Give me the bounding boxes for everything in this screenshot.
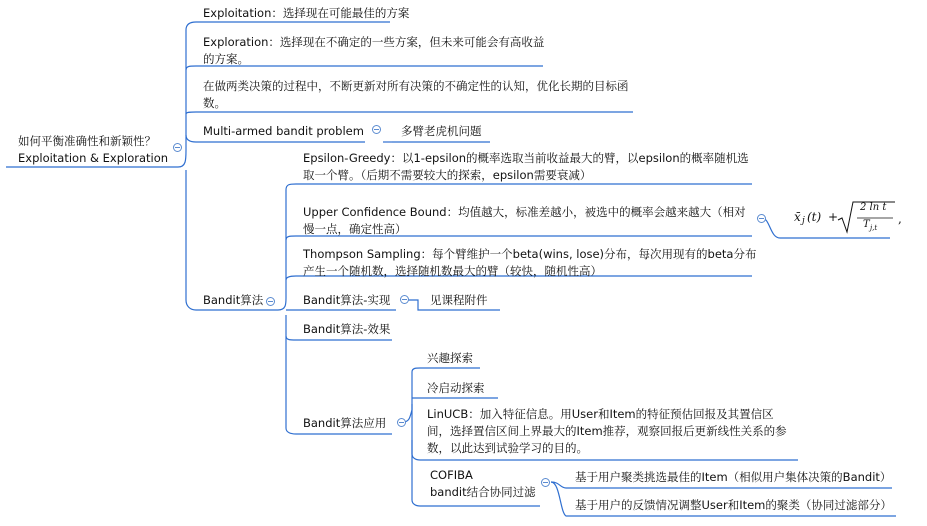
root-title: 如何平衡准确性和新颖性？ — [18, 134, 156, 148]
formula-t: (t) — [807, 210, 822, 224]
collapse-mab-icon[interactable] — [372, 125, 381, 134]
formula-plus: + — [828, 210, 839, 224]
linucb-line-1: LinUCB：加入特征信息。用User和Item的特征预估回报及其置信区 — [427, 407, 774, 421]
mab-node[interactable]: Multi-armed bandit problem — [203, 124, 364, 138]
formula-denominator: T — [863, 219, 870, 230]
cofiba-child-2-node[interactable]: 基于用户的反馈情况调整User和Item的聚类（协同过滤部分） — [575, 498, 892, 512]
impl-node[interactable]: Bandit算法-实现 — [303, 293, 391, 307]
process-node[interactable] — [203, 78, 629, 112]
cofiba-child-1-node[interactable]: 基于用户聚类挑选最佳的Item（相似用户集体决策的Bandit） — [575, 470, 892, 484]
ucb-line-2: 慢一点，确定性高） — [303, 222, 407, 236]
formula-xbar: x̄ — [794, 210, 801, 224]
collapse-root-icon[interactable] — [173, 143, 182, 152]
cofiba-node[interactable] — [430, 467, 536, 501]
thompson-line-2: 产生一个随机数，选择随机数最大的臂（较快，随机性高） — [303, 264, 602, 278]
impl-child-node[interactable]: 见课程附件 — [430, 293, 488, 307]
app-node[interactable]: Bandit算法应用 — [303, 416, 387, 430]
exploration-node[interactable] — [203, 34, 544, 68]
bandit-node[interactable]: Bandit算法 — [203, 293, 264, 307]
formula-denominator-sub: j,t — [870, 224, 878, 232]
linucb-node[interactable] — [427, 406, 787, 457]
cofiba-line-2: bandit结合协同过滤 — [430, 485, 536, 499]
process-line-1: 在做两类决策的过程中，不断更新对所有决策的不确定性的认知，优化长期的目标函 — [203, 79, 629, 93]
cold-start-node[interactable]: 冷启动探索 — [427, 381, 485, 395]
root-subtitle: Exploitation & Exploration — [18, 151, 169, 165]
cofiba-line-1: COFIBA — [430, 468, 473, 482]
collapse-bandit-icon[interactable] — [266, 297, 275, 306]
interest-node[interactable]: 兴趣探索 — [427, 351, 473, 365]
collapse-impl-icon[interactable] — [400, 295, 409, 304]
epsilon-line-1: Epsilon-Greedy：以1-epsilon的概率选取当前收益最大的臂，以epsilon的概率随机选 — [303, 151, 749, 165]
collapse-cofiba-icon[interactable] — [541, 478, 550, 487]
epsilon-line-2: 取一个臂。（后期不需要较大的探索，epsilon需要衰减） — [303, 168, 592, 182]
formula-sub-j: j — [802, 216, 805, 226]
ucb-formula — [790, 200, 900, 240]
root-node[interactable] — [18, 133, 168, 167]
thompson-node[interactable] — [303, 246, 756, 280]
effect-node[interactable]: Bandit算法-效果 — [303, 322, 391, 336]
exploration-line-2: 的方案。 — [203, 52, 249, 66]
linucb-line-2: 间，选择置信区间上界最大的Item推荐，观察回报后更新线性关系的参 — [427, 424, 787, 438]
ucb-node[interactable] — [303, 204, 746, 238]
ucb-line-1: Upper Confidence Bound：均值越大，标准差越小，被选中的概率会越来越大（相对 — [303, 205, 746, 219]
epsilon-greedy-node[interactable] — [303, 150, 749, 184]
exploration-line-1: Exploration：选择现在不确定的一些方案，但未来可能会有高收益 — [203, 35, 545, 49]
mab-child-node[interactable]: 多臂老虎机问题 — [401, 124, 482, 138]
exploitation-node[interactable]: Exploitation：选择现在可能最佳的方案 — [203, 6, 410, 20]
formula-numerator: 2 ln t — [860, 202, 887, 213]
thompson-line-1: Thompson Sampling：每个臂维护一个beta(wins, lose)分布，每次用现有的beta分布 — [303, 247, 757, 261]
formula-comma: , — [898, 212, 902, 226]
collapse-app-icon[interactable] — [397, 418, 406, 427]
collapse-ucb-icon[interactable] — [757, 214, 766, 223]
linucb-line-3: 数，以此达到试验学习的目的。 — [427, 441, 588, 455]
process-line-2: 数。 — [203, 96, 226, 110]
